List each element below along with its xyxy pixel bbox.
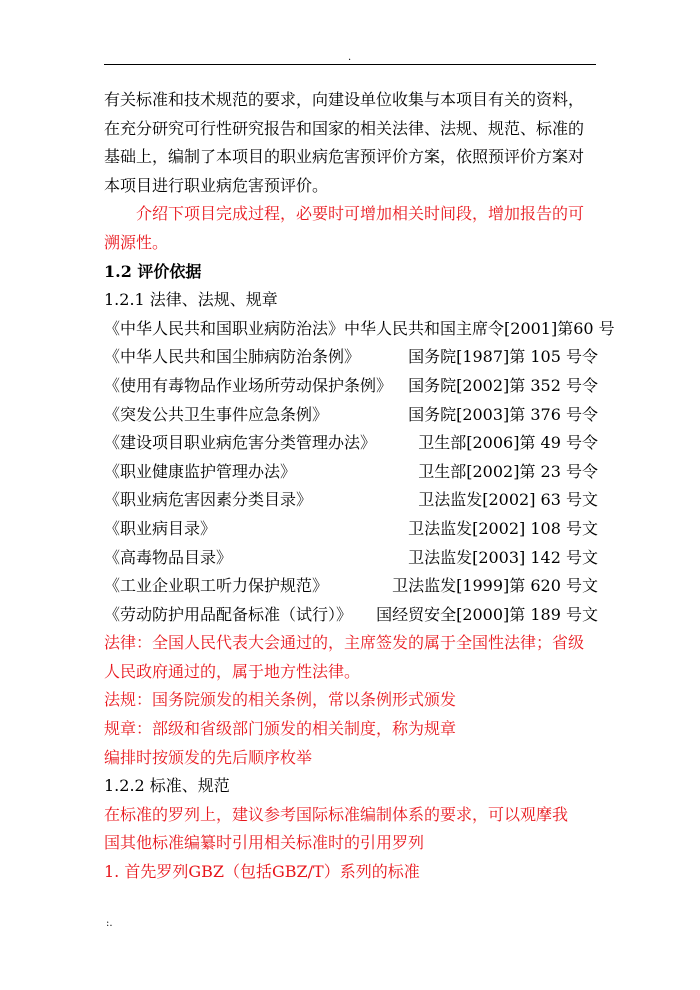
law-item (104, 401, 598, 430)
section-heading: 1.2 评价依据 (104, 261, 202, 281)
law-ref: 卫生部[2002]第 23 号令 (418, 461, 598, 481)
footer-mark: :. (106, 918, 113, 929)
law-title: 《职业健康监护管理办法》 (104, 461, 297, 481)
law-title: 《职业病目录》 (104, 518, 217, 538)
law-ref: 卫法监发[2002] 63 号文 (418, 490, 598, 510)
law-ref: 卫法监发[1999]第 620 号文 (392, 576, 598, 596)
law-item (104, 372, 598, 401)
law-title: 《建设项目职业病危害分类管理办法》 (104, 433, 377, 453)
law-ref: 国务院[2003]第 376 号令 (408, 404, 598, 424)
law-ref: 中华人民共和国主席令[2001]第60 号 (344, 318, 615, 338)
law-title: 《劳动防护用品配备标准（试行）》 (104, 604, 353, 624)
note2-line: 法律：全国人民代表大会通过的，主席签发的属于全国性法律；省级 (104, 633, 585, 653)
header-mark: . (348, 52, 352, 63)
law-ref: 卫生部[2006]第 49 号令 (418, 433, 598, 453)
para1-line: 有关标准和技术规范的要求，向建设单位收集与本项目有关的资料， (104, 90, 585, 109)
note2-line: 人民政府通过的，属于地方性法律。 (104, 661, 361, 681)
para1-line: 本项目进行职业病危害预评价。 (104, 175, 329, 195)
law-item (104, 515, 598, 544)
law-title: 《突发公共卫生事件应急条例》 (104, 404, 329, 424)
note2-line: 规章：部级和省级部门颁发的相关制度，称为规章 (104, 719, 457, 739)
law-title: 《使用有毒物品作业场所劳动保护条例》 (104, 375, 393, 395)
law-ref: 国经贸安全[2000]第 189 号文 (376, 604, 598, 624)
law-ref: 卫法监发[2002] 108 号文 (408, 518, 598, 538)
subsection-heading: 1.2.2 标准、规范 (104, 776, 230, 796)
law-item (104, 572, 598, 601)
note3-line: 国其他标准编纂时引用相关标准时的引用罗列 (104, 833, 425, 853)
law-item (104, 343, 598, 372)
note3-line: 1. 首先罗列GBZ（包括GBZ/T）系列的标准 (104, 862, 420, 882)
law-item (104, 544, 598, 573)
law-ref: 国务院[1987]第 105 号令 (408, 347, 598, 367)
note2-line: 法规：国务院颁发的相关条例，常以条例形式颁发 (104, 690, 457, 710)
para1-line: 在充分研究可行性研究报告和国家的相关法律、法规、规范、标准的 (104, 118, 585, 138)
law-title: 《中华人民共和国尘肺病防治条例》 (104, 347, 361, 367)
law-title: 《中华人民共和国职业病防治法》 (104, 318, 345, 338)
subsection-heading: 1.2.1 法律、法规、规章 (104, 290, 278, 310)
para1-line: 基础上，编制了本项目的职业病危害预评价方案，依照预评价方案对 (104, 147, 585, 167)
note3-line: 在标准的罗列上，建议参考国际标准编制体系的要求，可以观摩我 (104, 804, 569, 824)
law-item (104, 429, 598, 458)
document-body (104, 86, 615, 887)
law-ref: 卫法监发[2003] 142 号文 (408, 547, 598, 567)
law-item (104, 486, 598, 515)
law-title: 《高毒物品目录》 (104, 547, 233, 567)
note2-line: 编排时按颁发的先后顺序枚举 (104, 747, 313, 767)
note1-line: 溯源性。 (104, 232, 169, 252)
law-item (104, 458, 598, 487)
law-item (104, 315, 615, 344)
law-title: 《职业病危害因素分类目录》 (104, 490, 313, 510)
law-ref: 国务院[2002]第 352 号令 (408, 375, 598, 395)
note1-line: 介绍下项目完成过程，必要时可增加相关时间段，增加报告的可 (136, 204, 585, 224)
header-rule (104, 64, 596, 65)
law-title: 《工业企业职工听力保护规范》 (104, 576, 329, 596)
law-item (104, 601, 598, 630)
